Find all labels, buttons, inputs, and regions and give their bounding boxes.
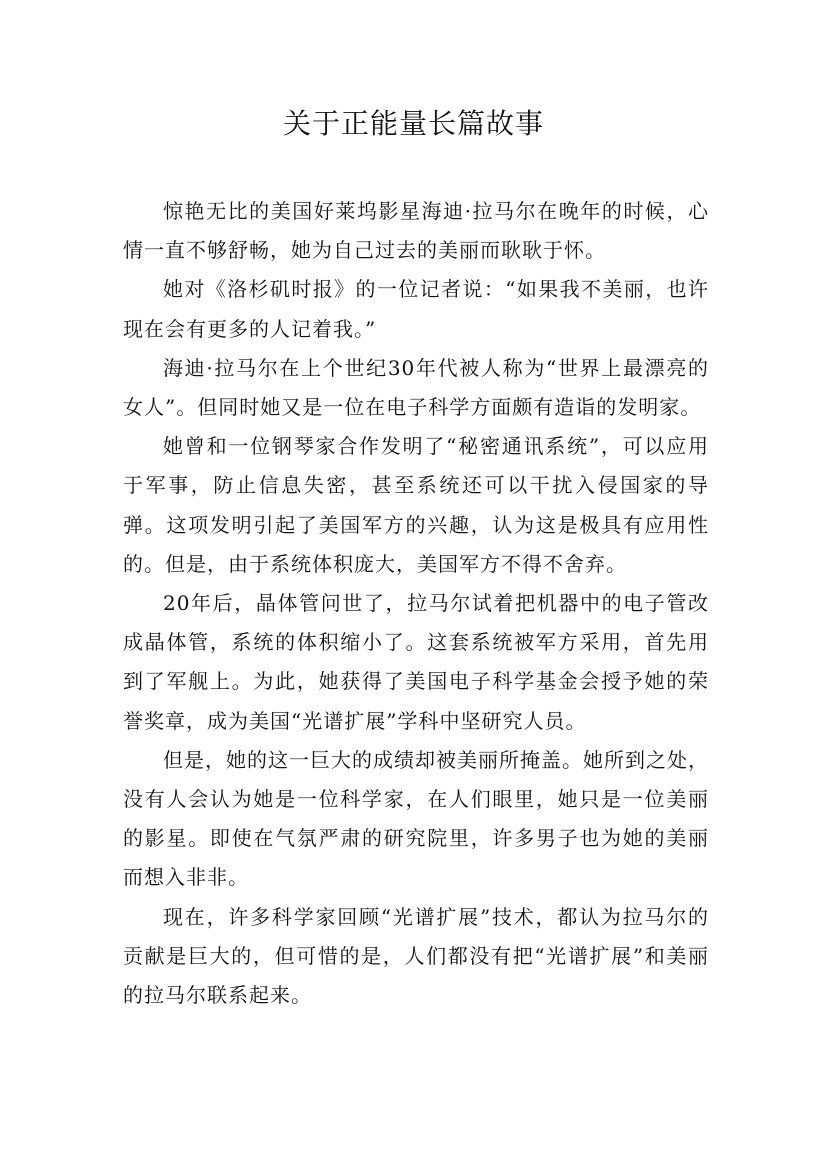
paragraph-3: 海迪·拉马尔在上个世纪30年代被人称为“世界上最漂亮的女人”。但同时她又是一位在电子科学方面颇有造诣的发明家。 <box>123 355 709 420</box>
paragraph-7: 现在，许多科学家回顾“光谱扩展”技术，都认为拉马尔的贡献是巨大的，但可惜的是，人们都没有把“光谱扩展”和美丽的拉马尔联系起来。 <box>123 904 709 1008</box>
document-title: 关于正能量长篇故事 <box>282 107 544 140</box>
document-body <box>123 192 709 1015</box>
paragraph-5: 20年后，晶体管问世了，拉马尔试着把机器中的电子管改成晶体管，系统的体积缩小了。这套系统被军方采用，首先用到了军舰上。为此，她获得了美国电子科学基金会授予她的荣誉奖章，成为美国“光谱扩展”学科中坚研究人员。 <box>123 591 709 733</box>
paragraph-4: 她曾和一位钢琴家合作发明了“秘密通讯系统”，可以应用于军事，防止信息失密，甚至系统还可以干扰入侵国家的导弹。这项发明引起了美国军方的兴趣，认为这是极具有应用性的。但是，由于系统体积庞大，美国军方不得不舍弃。 <box>123 434 709 576</box>
paragraph-2: 她对《洛杉矶时报》的一位记者说：“如果我不美丽，也许现在会有更多的人记着我。” <box>123 277 709 341</box>
paragraph-6: 但是，她的这一巨大的成绩却被美丽所掩盖。她所到之处，没有人会认为她是一位科学家，在人们眼里，她只是一位美丽的影星。即使在气氛严肃的研究院里，许多男子也为她的美丽而想入非非。 <box>123 747 709 890</box>
paragraph-1: 惊艳无比的美国好莱坞影星海迪·拉马尔在晚年的时候，心情一直不够舒畅，她为自己过去的美丽而耿耿于怀。 <box>123 199 709 263</box>
